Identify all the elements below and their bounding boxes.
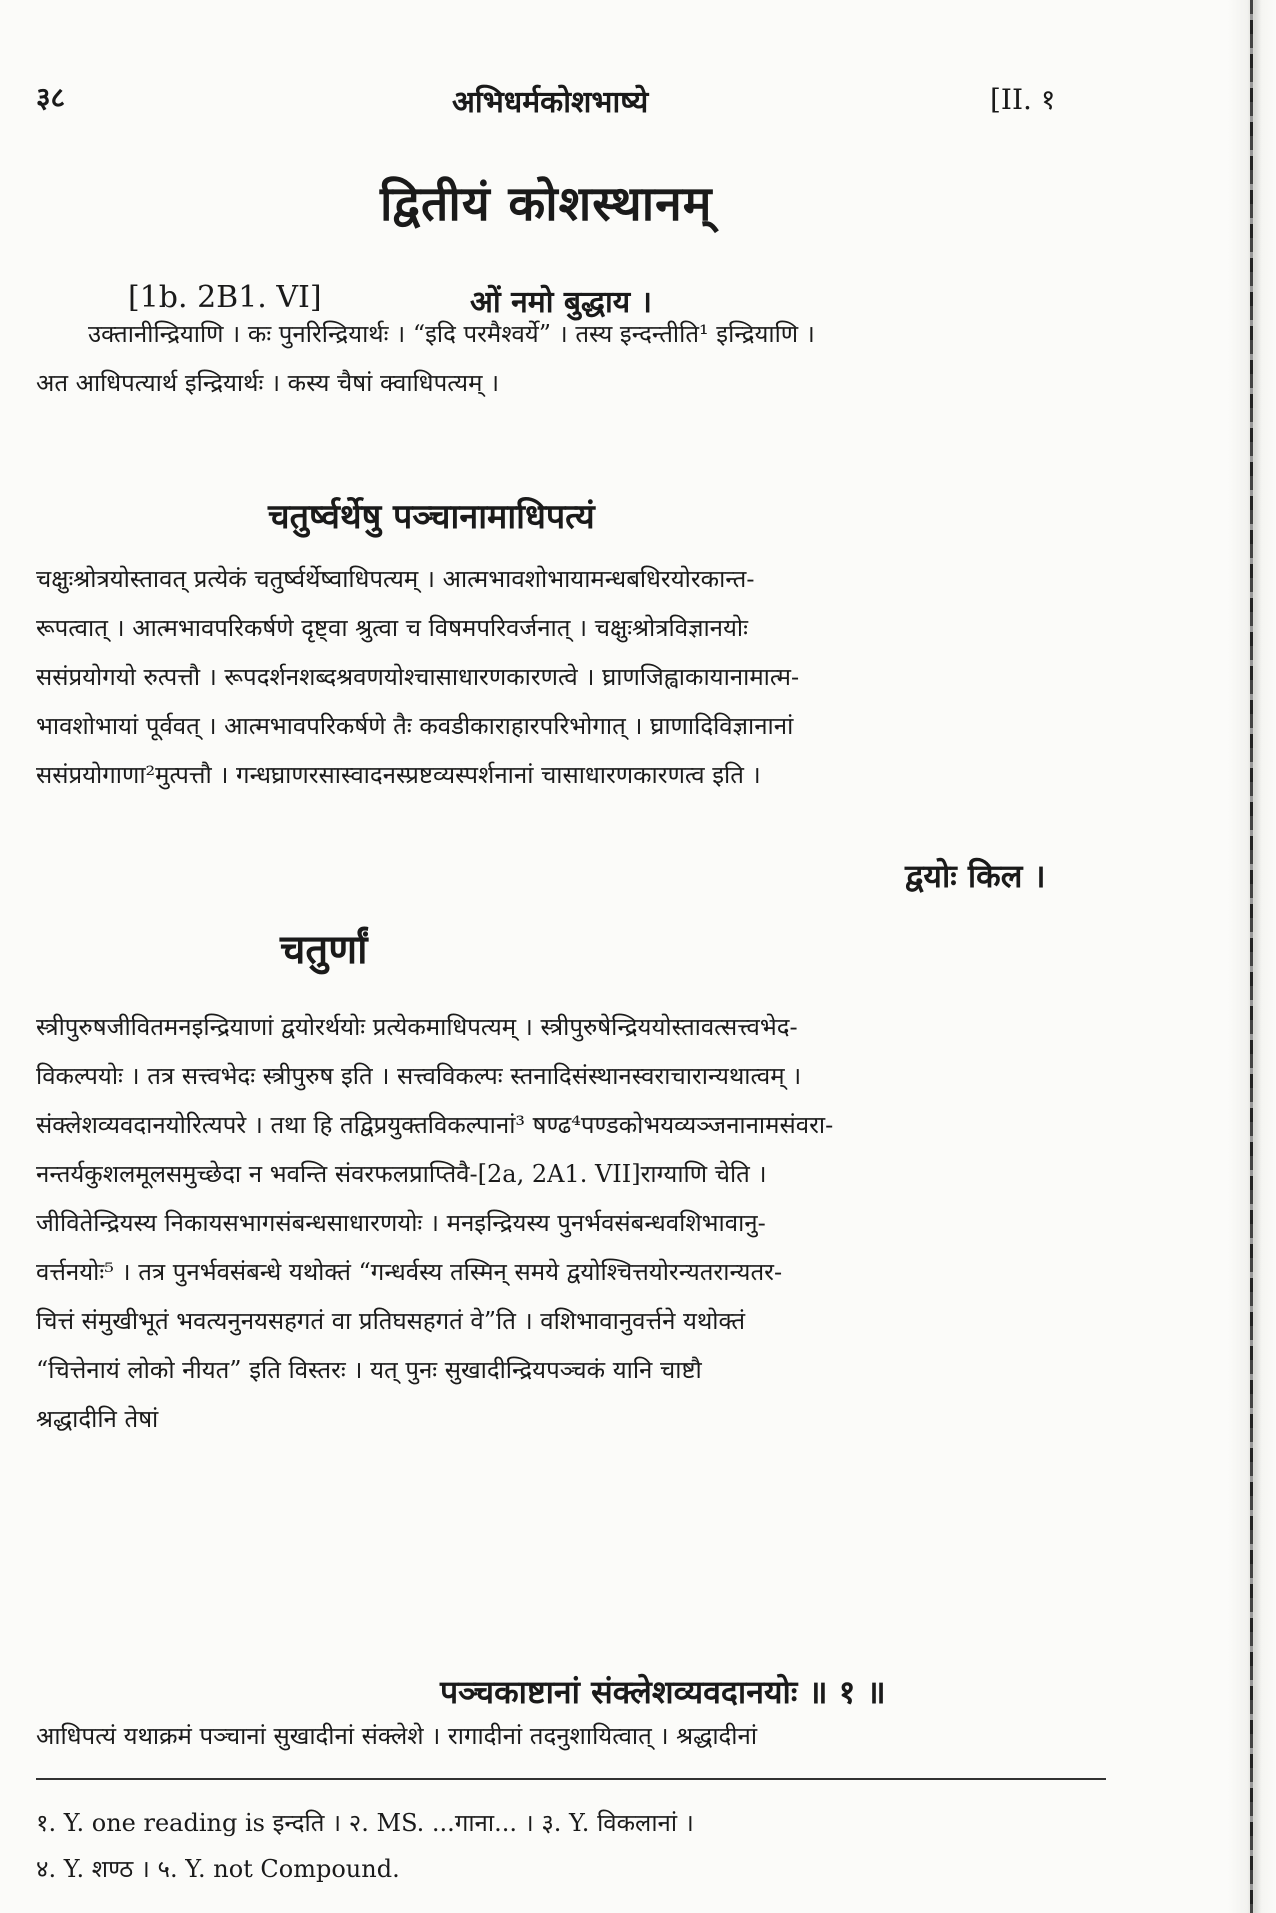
page-number: ३८ (36, 81, 66, 114)
text-line: ससंप्रयोगयो रुत्पत्तौ । रूपदर्शनशब्दश्रवणयोश्चासाधारणकारणत्वे । घ्राणजिह्वाकायानामात्म- (36, 663, 800, 691)
verse-heading: चतुर्ष्वर्थेषु पञ्चानामाधिपत्यं (268, 497, 595, 537)
text-line: भावशोभायां पूर्ववत् । आत्मभावपरिकर्षणे तैः कवडीकाराहारपरिभोगात् । घ्राणादिविज्ञानानां (36, 712, 794, 740)
text-line: संक्लेशव्यवदानयोरित्यपरे । तथा हि तद्विप्रयुक्तविकल्पानां³ षण्ढ⁴पण्डकोभयव्यञ्जनानामसंवरा- (36, 1111, 834, 1139)
paragraph-3 (36, 1003, 1088, 1444)
footnote-line: १. Y. one reading is इन्दति । २. MS. ...गाना... । ३. Y. विकलानां । (36, 1809, 694, 1837)
paragraph-2 (36, 555, 1088, 800)
text-line: नन्तर्यकुशलमूलसमुच्छेदा न भवन्ति संवरफलप्राप्तिवै-[2a, 2A1. VII]राग्याणि चेति । (36, 1160, 767, 1188)
text-line: अत आधिपत्यार्थ इन्द्रियार्थः । कस्य चैषां क्वाधिपत्यम् । (36, 369, 500, 397)
manuscript-reference: [1b. 2B1. VI] (128, 280, 322, 315)
chapter-title: द्वितीयं कोशस्थानम् (380, 176, 713, 232)
footnote-line: ४. Y. शण्ठ । ५. Y. not Compound. (36, 1855, 400, 1883)
text-line: श्रद्धादीनि तेषां (36, 1405, 159, 1433)
text-line: स्त्रीपुरुषजीवितमनइन्द्रियाणां द्वयोरर्थयोः प्रत्येकमाधिपत्यम् । स्त्रीपुरुषेन्द्रिययोस्तावत्सत्त्वभेद- (36, 1013, 798, 1041)
paragraph-1 (36, 310, 1088, 408)
verse-fragment: द्वयोः किल । (905, 857, 1046, 895)
invocation: ओं नमो बुद्धाय । (470, 285, 652, 320)
verse-heading: चतुर्णां (280, 926, 368, 973)
text-line: आधिपत्यं यथाक्रमं पञ्चानां सुखादीनां संक्लेशे । रागादीनां तदनुशायित्वात् । श्रद्धादीनां (36, 1722, 758, 1750)
text-line: उक्तानीन्द्रियाणि । कः पुनरिन्द्रियार्थः । “इदि परमैश्वर्ये” । तस्य इन्दन्तीति¹ इन्द्रियाणि । (88, 320, 815, 348)
text-line: चक्षुःश्रोत्रयोस्तावत् प्रत्येकं चतुर्ष्वर्थेष्वाधिपत्यम् । आत्मभावशोभायामन्धबधिरयोरकान्त- (36, 565, 755, 593)
text-line: जीवितेन्द्रियस्य निकायसभागसंबन्धसाधारणयोः । मनइन्द्रियस्य पुनर्भवसंबन्धवशिभावानु- (36, 1209, 766, 1237)
text-line: ससंप्रयोगाणा²मुत्पत्तौ । गन्धघ्राणरसास्वादनस्प्रष्टव्यस्पर्शनानां चासाधारणकारणत्व इति । (36, 761, 761, 789)
footnote-divider (36, 1778, 1106, 1780)
binding-edge (1250, 0, 1253, 1913)
text-line: वर्त्तनयोः⁵ । तत्र पुनर्भवसंबन्धे यथोक्तं “गन्धर्वस्य तस्मिन् समये द्वयोश्चित्तयोरन्यतरान्यतर- (36, 1258, 783, 1286)
running-title: अभिधर्मकोशभाष्ये (452, 85, 649, 120)
text-line: “चित्तेनायं लोको नीयत” इति विस्तरः । यत् पुनः सुखादीन्द्रियपञ्चकं यानि चाष्टौ (36, 1356, 702, 1384)
footnotes (36, 1800, 694, 1892)
text-line: विकल्पयोः । तत्र सत्त्वभेदः स्त्रीपुरुष इति । सत्त्वविकल्पः स्तनादिसंस्थानस्वराचारान्यथात्वम् । (36, 1062, 802, 1090)
text-line: चित्तं संमुखीभूतं भवत्यनुनयसहगतं वा प्रतिघसहगतं वे”ति । वशिभावानुवर्त्तने यथोक्तं (36, 1307, 746, 1335)
paragraph-4 (36, 1712, 1088, 1761)
verse-heading: पञ्चकाष्टानां संक्लेशव्यवदानयोः ॥ १ ॥ (440, 1673, 886, 1711)
text-line: रूपत्वात् । आत्मभावपरिकर्षणे दृष्ट्वा श्रुत्वा च विषमपरिवर्जनात् । चक्षुःश्रोत्रविज्ञानयोः (36, 614, 748, 642)
section-marker: [II. १ (990, 83, 1056, 116)
